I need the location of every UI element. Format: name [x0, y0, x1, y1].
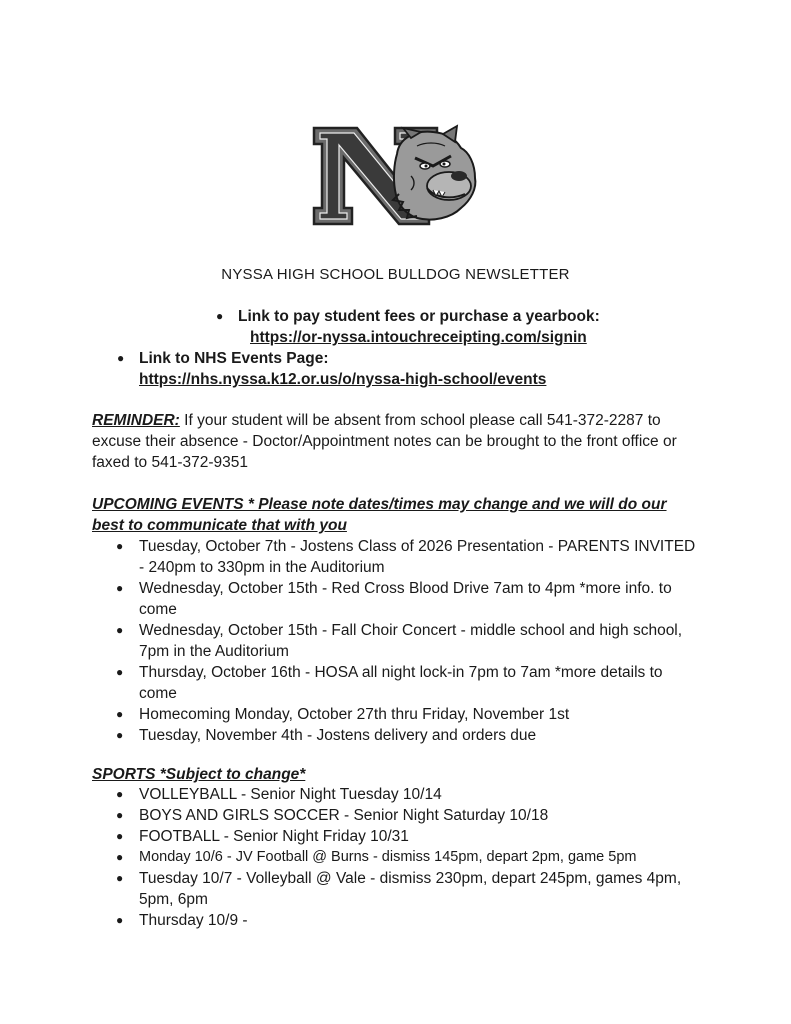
fees-link-url[interactable]: https://or-nyssa.intouchreceipting.com/signin — [250, 329, 587, 346]
upcoming-heading-line-2: best to communicate that with you — [92, 517, 347, 534]
bullet-icon: ● — [116, 913, 124, 927]
bullet-icon: ● — [116, 808, 124, 822]
newsletter-title: NYSSA HIGH SCHOOL BULLDOG NEWSLETTER — [221, 266, 570, 283]
list-item: ● Tuesday 10/7 - Volleyball @ Vale - dismiss 230pm, depart 245pm, games 4pm, 5pm, 6pm — [116, 870, 682, 908]
bullet-icon: ● — [116, 539, 124, 553]
list-item: ● Monday 10/6 - JV Football @ Burns - dismiss 145pm, depart 2pm, game 5pm — [92, 847, 712, 868]
reminder-line-2: excuse their absence - Doctor/Appointment notes can be brought to the front office or — [92, 433, 677, 450]
bullet-icon: ● — [216, 309, 224, 323]
sports-heading: SPORTS *Subject to change* — [92, 766, 306, 783]
bullet-icon: ● — [116, 707, 124, 721]
upcoming-events-list — [92, 536, 712, 746]
upcoming-heading-line-1: UPCOMING EVENTS * Please note dates/times may change and we will do our — [92, 496, 667, 513]
sports-list — [92, 784, 712, 931]
bullet-icon: ● — [116, 728, 124, 742]
reminder-line-3: faxed to 541-372-9351 — [92, 454, 248, 471]
bullet-icon: ● — [116, 787, 124, 801]
events-link-item — [117, 348, 547, 390]
reminder-line-1: If your student will be absent from school please call 541-372-2287 to — [179, 412, 661, 429]
bullet-icon: ● — [116, 581, 124, 595]
upcoming-events-heading — [92, 494, 702, 536]
list-item: ● Tuesday, October 7th - Jostens Class of 2026 Presentation - PARENTS INVITED - 240pm to 330pm in the Auditorium — [116, 538, 696, 576]
list-item: ● FOOTBALL - Senior Night Friday 10/31 — [116, 828, 409, 845]
bullet-icon: ● — [116, 871, 124, 885]
bullet-icon: ● — [117, 351, 125, 365]
bulldog-icon — [393, 126, 475, 220]
bullet-icon: ● — [116, 850, 124, 864]
list-item: ● Wednesday, October 15th - Red Cross Blood Drive 7am to 4pm *more info. to come — [116, 580, 672, 618]
list-item: ● Wednesday, October 15th - Fall Choir Concert - middle school and high school, 7pm in the Auditorium — [116, 622, 683, 660]
events-link-url[interactable]: https://nhs.nyssa.k12.or.us/o/nyssa-high-school/events — [139, 371, 547, 388]
reminder-paragraph — [92, 410, 702, 473]
nyssa-bulldog-logo — [311, 124, 481, 228]
fees-link-label: Link to pay student fees or purchase a yearbook: — [238, 308, 600, 325]
list-item: ● Thursday, October 16th - HOSA all night lock-in 7pm to 7am *more details to come — [116, 664, 663, 702]
bullet-icon: ● — [116, 623, 124, 637]
list-item: ● VOLLEYBALL - Senior Night Tuesday 10/14 — [116, 786, 442, 803]
bullet-icon: ● — [116, 829, 124, 843]
list-item: ● Thursday 10/9 - — [116, 912, 248, 929]
reminder-heading: REMINDER: — [92, 412, 180, 429]
bullet-icon: ● — [116, 665, 124, 679]
list-item: ● Tuesday, November 4th - Jostens delivery and orders due — [116, 727, 537, 744]
list-item: ● Homecoming Monday, October 27th thru Friday, November 1st — [116, 706, 570, 723]
list-item: ● BOYS AND GIRLS SOCCER - Senior Night Saturday 10/18 — [116, 807, 549, 824]
fees-link-item — [216, 306, 600, 348]
events-link-label: Link to NHS Events Page: — [139, 350, 329, 367]
